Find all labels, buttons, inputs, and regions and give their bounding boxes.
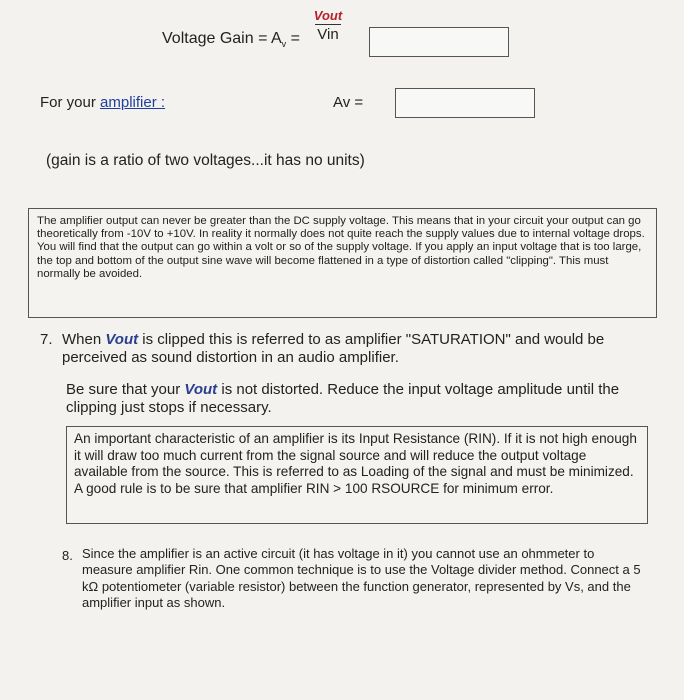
input-resistance-info-text: An important characteristic of an amplifier is its Input Resistance (RIN). If it is not high enough it will draw too much current from the signal source and will reduce the output voltage available from the source. This is referred to as Loading of the signal and must be minimized. A good rule is to be sure that amplifier RIN > 100 RSOURCE for minimum error. <box>74 431 637 496</box>
q7-sure-vout: Vout <box>184 381 218 398</box>
voltage-gain-answer-box[interactable] <box>369 27 509 57</box>
supply-voltage-info-text: The amplifier output can never be greater than the DC supply voltage. This means that in your circuit your output can go theoretically from -10V to +10V. In reality it normally does not quite reach the supply values due to internal voltage drops. You will find that the output can go within a volt or so of the supply voltage. If you apply an input voltage that is too large, the top and bottom of the output sine wave will become flattened in a type of distortion called "clipping". This must normally be avoided. <box>37 215 645 280</box>
fraction-denominator: Vin <box>317 26 339 43</box>
voltage-gain-label <box>162 30 300 49</box>
av-label: Av = <box>333 94 364 111</box>
supply-voltage-info-box <box>28 208 657 318</box>
q7-sure-paragraph <box>66 381 646 417</box>
vout-over-vin-fraction <box>306 8 350 43</box>
question-8-number: 8. <box>62 548 73 563</box>
gain-note: (gain is a ratio of two voltages...it has no units) <box>46 152 365 169</box>
input-resistance-info-box <box>66 426 648 524</box>
amplifier-link[interactable]: amplifier : <box>100 94 166 111</box>
q7-sure-part2: is not distorted. Reduce the input voltage amplitude until the clipping just stops if necessary. <box>66 381 620 416</box>
q7-vout: Vout <box>105 331 139 348</box>
voltage-gain-subscript: v <box>281 39 287 50</box>
q7-sure-part1: Be sure that your <box>66 381 185 398</box>
voltage-gain-equals: = <box>290 30 300 47</box>
question-8-text: Since the amplifier is an active circuit (it has voltage in it) you cannot use an ohmmeter to measure amplifier Rin. One common technique is to use the Voltage divider method. Connect a 5 kΩ potentiometer (variable resistor) between the function generator, represented by Vs, and the amplifier input as shown. <box>82 546 641 611</box>
amplifier-prefix: For your <box>40 94 101 111</box>
q7-part1: When <box>62 331 106 348</box>
amplifier-line <box>40 94 165 111</box>
av-answer-box[interactable] <box>395 88 535 118</box>
voltage-gain-text: Voltage Gain = A <box>162 30 282 47</box>
fraction-numerator: Vout <box>313 8 343 23</box>
q7-part2: is clipped this is referred to as amplifier "SATURATION" and would be perceived as sound distortion in an audio amplifier. <box>62 331 605 366</box>
question-7-number: 7. <box>40 331 53 348</box>
question-7-text <box>62 331 652 367</box>
fraction-bar <box>315 24 341 25</box>
